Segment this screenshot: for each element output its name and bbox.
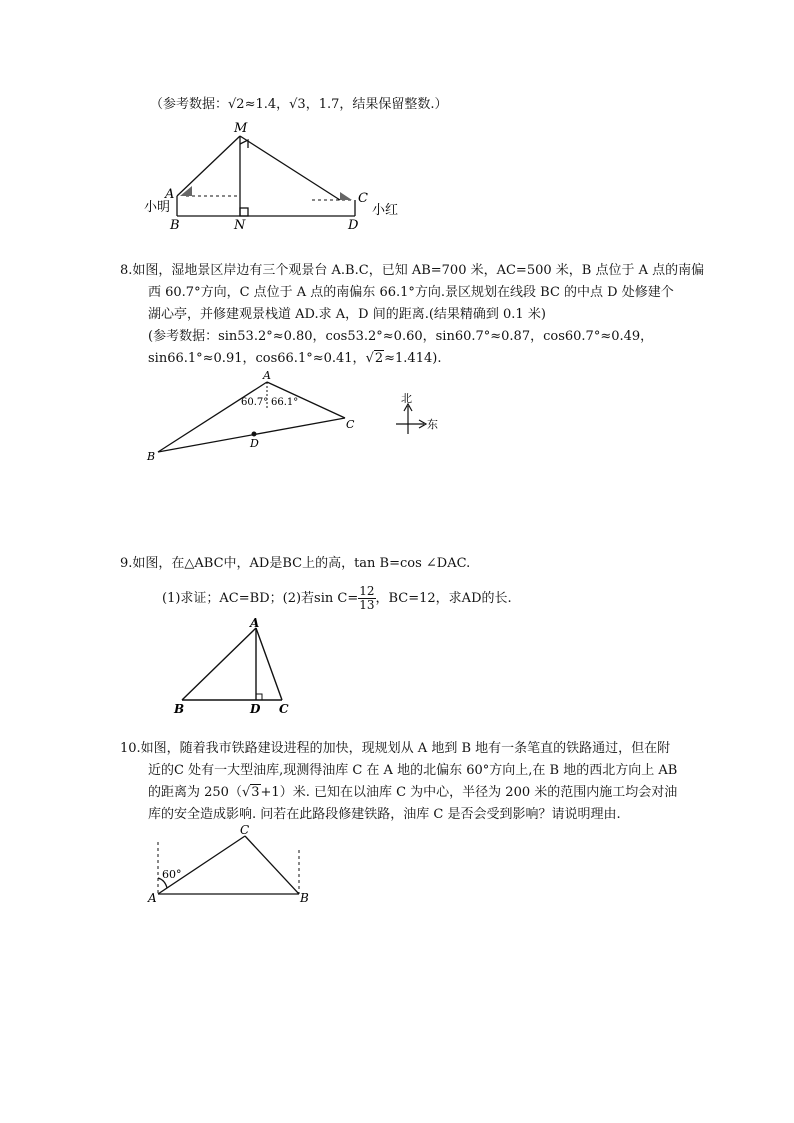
p10-angle-60: 60° — [162, 868, 182, 881]
p8-figure — [140, 370, 460, 470]
compass-icon — [396, 392, 438, 434]
p10-label-A: A — [148, 891, 157, 905]
p8-line-5: sin66.1°≈0.91，cos66.1°≈0.41，√2≈1.414). — [148, 351, 442, 366]
p7-label-D: D — [348, 218, 359, 233]
p7-label-C: C — [358, 191, 368, 206]
p9-line-1: 9.如图，在△ABC中，AD是BC上的高，tan B=cos ∠DAC. — [120, 556, 471, 571]
p9-figure — [170, 618, 310, 718]
p9-label-A: A — [250, 616, 260, 630]
p7-label-xiaohong: 小红 — [372, 203, 399, 218]
p7-reference-data: （参考数据：√2≈1.4，√3，1.7，结果保留整数.） — [150, 97, 448, 112]
p8-line-4: (参考数据：sin53.2°≈0.80，cos53.2°≈0.60，sin60.7°≈0.87，cos60.7°≈0.49， — [148, 329, 654, 344]
p9-label-D: D — [250, 702, 261, 716]
p7-label-N: N — [234, 218, 246, 233]
p8-label-A: A — [263, 369, 271, 382]
p7-label-M: M — [234, 121, 248, 136]
p8-label-C: C — [346, 418, 355, 431]
p9-fraction: $\frac{12}{13}$ — [359, 584, 375, 612]
compass-east-label: 东 — [427, 418, 438, 431]
p8-line-1: 8.如图，湿地景区岸边有三个观景台 A.B.C，已知 AB=700 米，AC=500 米，B 点位于 A 点的南偏 — [120, 263, 705, 278]
p10-line-3: 的距离为 250（√3+1）米. 已知在以油库 C 为中心，半径为 200 米的范围内施工均会对油 — [148, 785, 678, 800]
p8-line-3: 湖心亭，并修建观景栈道 AD.求 A，D 间的距离.(结果精确到 0.1 米) — [148, 307, 546, 322]
p10-label-C: C — [240, 823, 250, 837]
p7-label-A: A — [165, 187, 175, 202]
p8-label-D: D — [250, 437, 259, 450]
p8-label-B: B — [147, 450, 156, 463]
p7-label-xiaoming: 小明 — [144, 200, 171, 215]
p10-figure — [145, 822, 335, 912]
p10-label-B: B — [300, 891, 309, 905]
p9-label-C: C — [279, 702, 289, 716]
p10-line-4: 库的安全造成影响. 问若在此路段修建铁路，油库 C 是否会受到影响？请说明理由. — [148, 807, 621, 822]
p8-line-2: 西 60.7°方向，C 点位于 A 点的南偏东 66.1°方向.景区规划在线段 BC 的中点 D 处修建个 — [148, 285, 674, 300]
p7-figure — [140, 118, 440, 233]
p10-line-1: 10.如图，随着我市铁路建设进程的加快，现规划从 A 地到 B 地有一条笔直的铁路通过，但在附 — [120, 741, 671, 756]
p7-label-B: B — [170, 218, 180, 233]
compass-north-label: 北 — [401, 392, 412, 405]
p9-label-B: B — [174, 702, 185, 716]
p10-line-2: 近的C 处有一大型油库,现测得油库 C 在 A 地的北偏东 60°方向上,在 B 地的西北方向上 AB — [148, 763, 678, 778]
p9-line-2: (1)求证；AC=BD；(2)若sin C= $\frac{12}{13}$ ，BC=12，求AD的长. — [162, 584, 512, 612]
p8-angle-1: 60.7° — [241, 397, 269, 408]
p8-angle-2: 66.1° — [271, 397, 299, 408]
